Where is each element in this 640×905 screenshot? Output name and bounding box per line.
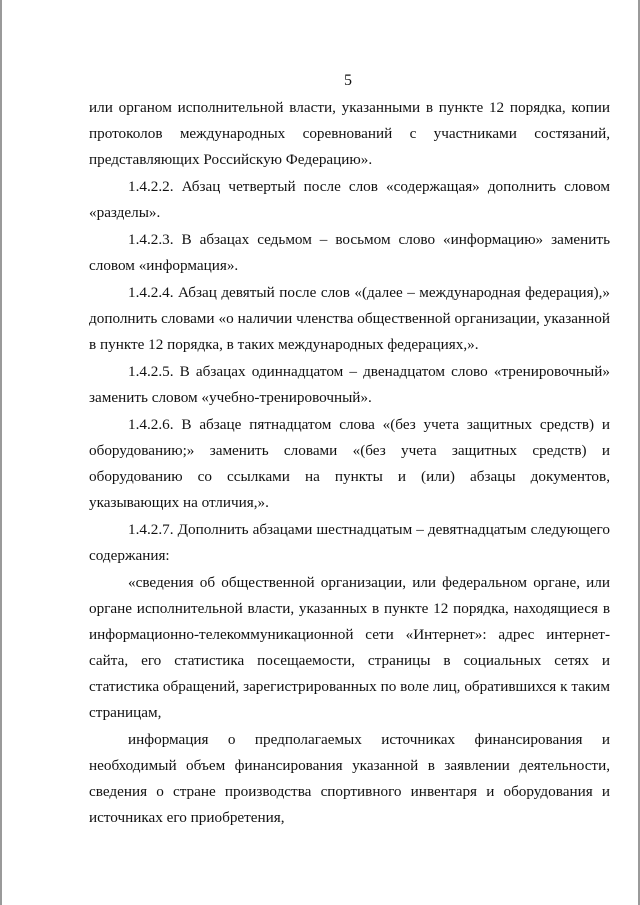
- paragraph-1-4-2-2: 1.4.2.2. Абзац четвертый после слов «содержащая» дополнить словом «разделы».: [89, 178, 610, 221]
- scan-edge-left: [0, 0, 2, 905]
- paragraph-1-4-2-6: 1.4.2.6. В абзаце пятнадцатом слова «(без учета защитных средств) и оборудованию;» заменить словами «(без учета защитных средств) и оборудованию со ссылками на пункты и (или) абзацы документов, указывающих на отличия,».: [89, 416, 610, 511]
- paragraph-1-4-2-5: 1.4.2.5. В абзацах одиннадцатом – двенадцатом слово «тренировочный» заменить словом «учебно-тренировочный».: [89, 363, 610, 406]
- paragraph-1-4-2-4: 1.4.2.4. Абзац девятый после слов «(далее – международная федерация),» дополнить словами «о наличии членства общественной организации, указанной в пункте 12 порядка, в таких международных федерациях,».: [89, 284, 610, 353]
- paragraph-1-4-2-3: 1.4.2.3. В абзацах седьмом – восьмом слово «информацию» заменить словом «информация».: [89, 231, 610, 274]
- quoted-paragraph-internet-info: «сведения об общественной организации, или федеральном органе, или органе исполнительной власти, указанных в пункте 12 порядка, находящиеся в информационно-телекоммуникационной сети «Интернет»: адрес интернет-сайта, его статистика посещаемости, страницы в социальных сетях и статистика обращений, зарегистрированных по воле лиц, обратившихся к таким страницам,: [89, 574, 610, 721]
- document-body: [89, 95, 610, 832]
- page-number: 5: [344, 72, 352, 89]
- paragraph-1-4-2-7: 1.4.2.7. Дополнить абзацами шестнадцатым – девятнадцатым следующего содержания:: [89, 521, 610, 564]
- paragraph-continuation: или органом исполнительной власти, указанными в пункте 12 порядка, копии протоколов международных соревнований с участниками состязаний, представляющих Российскую Федерацию».: [89, 99, 610, 168]
- quoted-paragraph-financing-info: информация о предполагаемых источниках финансирования и необходимый объем финансирования указанной в заявлении деятельности, сведения о стране производства спортивного инвентаря и оборудования и источниках его приобретения,: [89, 731, 610, 826]
